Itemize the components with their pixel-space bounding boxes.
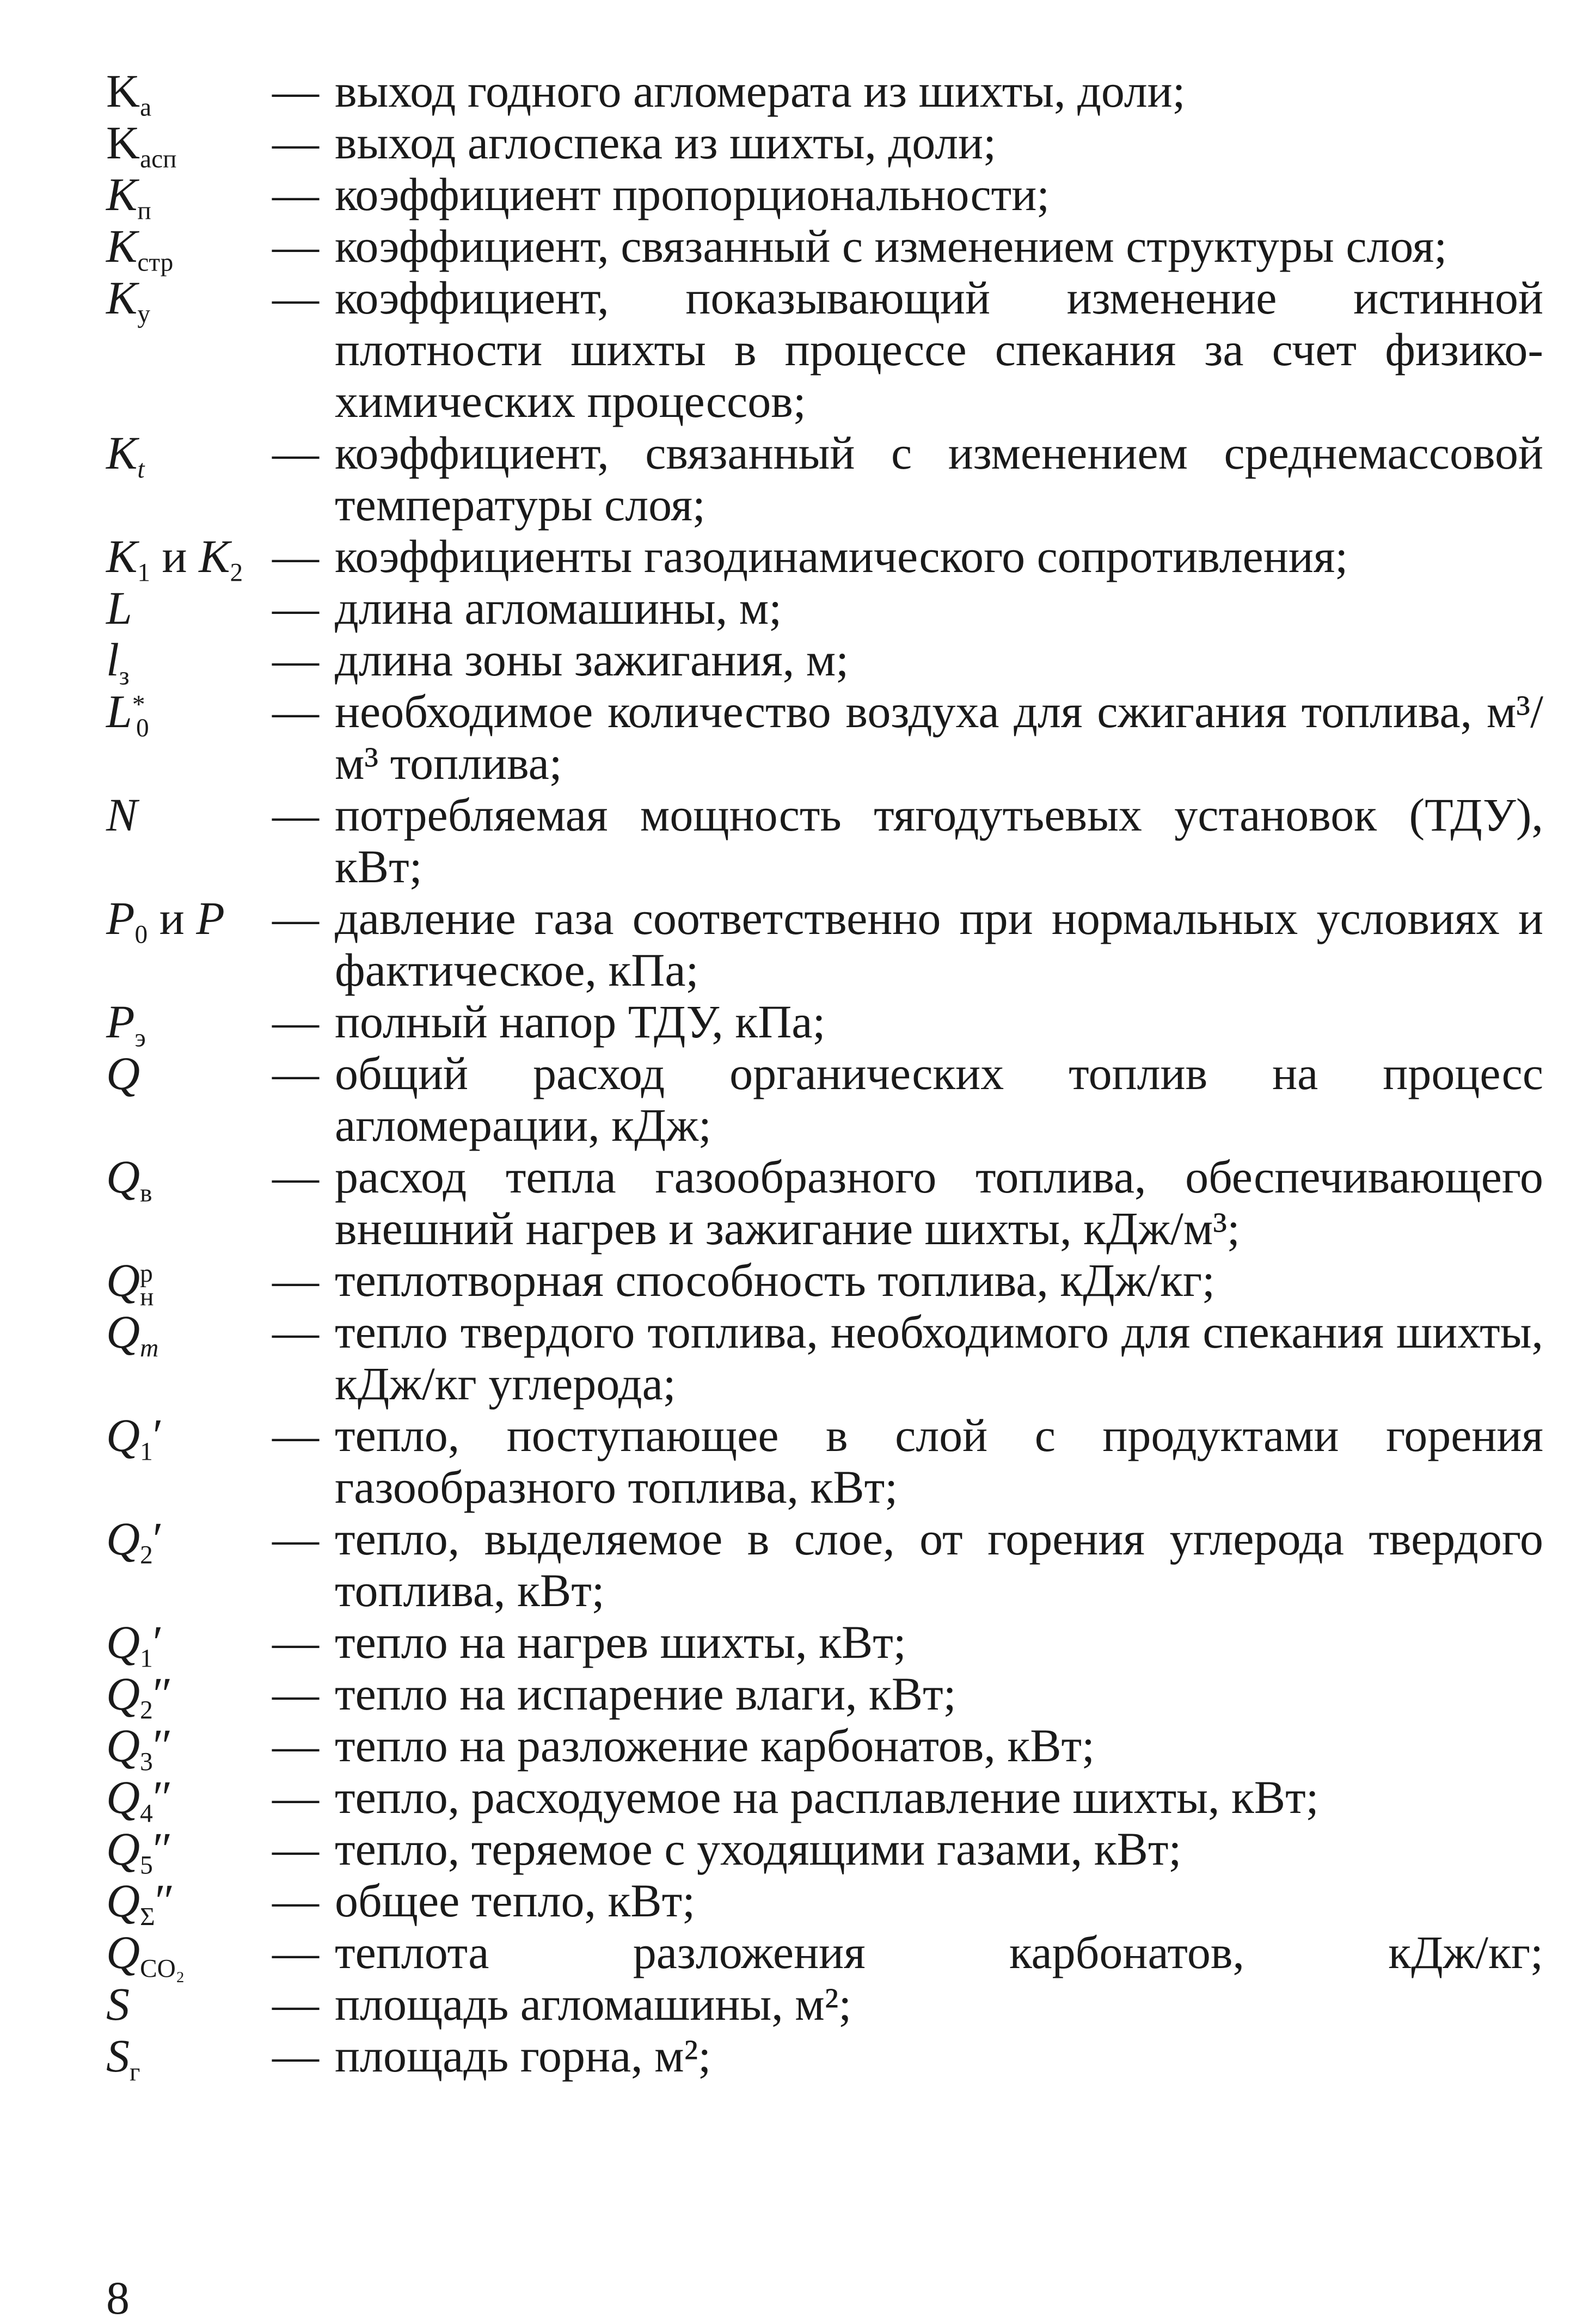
symbol-subscript: 5 [140,1851,153,1880]
symbol-letter: K [106,272,138,324]
symbol-letter: K [106,116,140,169]
symbol [106,530,272,587]
list-item [106,789,1543,893]
symbol [106,1254,272,1311]
symbol-subscript: стр [137,248,174,277]
symbol-letter: Q [106,1823,140,1875]
list-item [106,995,1543,1053]
symbol-superscript: р [140,1259,153,1288]
symbol [106,1771,272,1828]
definition-text: тепло, теряемое с уходящими газами, кВт; [335,1823,1182,1875]
symbol-subscript-2: 2 [230,558,243,587]
list-item [106,1978,1543,2030]
dash: — [272,2030,319,2082]
definition-text: общее тепло, кВт; [335,1874,696,1927]
list-item [106,1410,1543,1513]
definition-text: коэффициент, показывающий изменение истинной плотности шихты в процессе спекания за счет физико-химических процессов; [335,272,1543,427]
symbol [106,2030,272,2087]
list-item [106,1151,1543,1255]
definition-text: давление газа соответственно при нормальных условиях и фактическое, кПа; [335,892,1543,996]
symbol [106,116,272,174]
symbol-letter: K [106,220,138,272]
symbol-subscript: Σ [140,1903,155,1932]
symbol-subscript: а [140,93,152,122]
symbol-letter: Q [106,1771,140,1823]
list-item [106,1306,1543,1410]
symbol-list [106,65,1543,2087]
symbol [106,789,272,893]
symbol-letter: Q [106,1926,140,1978]
symbol-letter: P [106,892,135,944]
list-item [106,530,1543,587]
symbol [106,1926,272,1983]
symbol-letter: P [106,995,135,1048]
dash: — [272,116,319,169]
definition-text: тепло на испарение влаги, кВт; [335,1668,956,1720]
dash: — [272,1151,319,1203]
symbol-subscript: 2 [140,1541,153,1570]
definition-text: коэффициент, связанный с изменением среднемассовой температуры слоя; [335,427,1543,531]
definition-text: тепло на нагрев шихты, кВт; [335,1616,906,1668]
definition-text: площадь агломашины, м²; [335,1978,852,2030]
dash: — [272,789,319,841]
definition-text: коэффициент, связанный с изменением структуры слоя; [335,220,1447,272]
symbol-letter: Q [106,1719,140,1772]
list-item [106,686,1543,789]
dash: — [272,685,319,737]
definition-text: необходимое количество воздуха для сжигания топлива, м³/м³ топлива; [335,685,1543,789]
list-item [106,65,1543,122]
symbol [106,1668,272,1725]
dash: — [272,1306,319,1358]
symbol-subscript: асп [140,145,177,174]
symbol-letter: K [106,65,140,117]
symbol-prime: ″ [152,1823,173,1875]
list-item [106,1616,1543,1673]
list-item [106,1668,1543,1725]
definition-text: теплотворная способность топлива, кДж/кг; [335,1254,1216,1306]
symbol [106,272,272,427]
dash: — [272,1926,319,1978]
definition-text: расход тепла газообразного топлива, обеспечивающего внешний нагрев и зажигание шихты, кДж/м³; [335,1151,1543,1255]
symbol-letter: Q [106,1306,140,1358]
symbol [106,1513,272,1616]
definition-text: коэффициент пропорциональности; [335,168,1050,220]
symbol [106,1410,272,1513]
page-number: 8 [106,2272,130,2324]
symbol-prime: ′ [152,1616,163,1668]
symbol-letter: Q [106,1151,140,1203]
list-item [106,272,1543,427]
symbol-prime: ″ [152,1771,173,1823]
symbol-letter: Q [106,1616,140,1668]
dash: — [272,1409,319,1461]
dash: — [272,65,319,117]
symbol [106,1616,272,1673]
list-item [106,1874,1543,1932]
definition-text: коэффициенты газодинамического сопротивления; [335,530,1348,582]
symbol-prime: ′ [152,1513,163,1565]
symbol [106,1151,272,1255]
symbol-subscript: t [137,455,145,484]
symbol-letter: Q [106,1254,140,1306]
dash: — [272,427,319,479]
symbol-subscript: п [137,196,151,225]
dash: — [272,1719,319,1772]
dash: — [272,272,319,324]
symbol-letter: K [106,168,138,220]
symbol-subscript: у [137,300,151,329]
symbol [106,1306,272,1410]
definition-text: тепло, поступающее в слой с продуктами горения газообразного топлива, кВт; [335,1409,1543,1513]
definition-text: тепло, расходуемое на расплавление шихты, кВт; [335,1771,1319,1823]
symbol [106,65,272,122]
definition-text: площадь горна, м²; [335,2030,711,2082]
dash: — [272,1771,319,1823]
symbol-subscript: в [140,1179,152,1208]
list-item [106,1254,1543,1311]
symbol-prime: ″ [152,1719,173,1772]
symbol [106,893,272,996]
definition-text: длина агломашины, м; [335,582,782,634]
list-item [106,893,1543,996]
symbol [106,582,272,634]
dash: — [272,1616,319,1668]
list-item [106,1926,1543,1983]
symbol-subscript: 3 [140,1748,153,1776]
symbol-letter: Q [106,1668,140,1720]
dash: — [272,1668,319,1720]
dash: — [272,530,319,582]
dash: — [272,634,319,686]
symbol [106,1874,272,1932]
symbol [106,634,272,691]
list-item [106,1513,1543,1616]
symbol-letter-2: P [196,892,225,944]
symbol-prime: ″ [155,1874,175,1927]
symbol-superscript: * [132,691,145,719]
symbol [106,168,272,225]
list-item [106,427,1543,531]
dash: — [272,1874,319,1927]
symbol-letter: Q [106,1513,140,1565]
list-item [106,1719,1543,1776]
symbol-prime: ″ [152,1668,173,1720]
symbol [106,995,272,1053]
symbol-prime: ′ [152,1409,163,1461]
list-item [106,582,1543,634]
symbol [106,1823,272,1880]
symbol-letter: L [106,582,132,634]
list-item [106,634,1543,691]
definition-text: общий расход органических топлив на процесс агломерации, кДж; [335,1047,1543,1151]
definition-text: тепло, выделяемое в слое, от горения углерода твердого топлива, кВт; [335,1513,1543,1616]
list-item [106,2030,1543,2087]
symbol-letter: S [106,2030,130,2082]
symbol-subscript: 1 [137,558,151,587]
symbol-conjunction: и [148,892,197,944]
symbol-subscript: CO₂ [140,1954,185,1983]
list-item [106,1771,1543,1828]
list-item [106,116,1543,174]
definition-text: полный напор ТДУ, кПа; [335,995,826,1048]
symbol-subscript: э [134,1024,146,1053]
symbol-subscript: 0 [136,714,149,742]
dash: — [272,220,319,272]
dash: — [272,1254,319,1306]
symbol-subscript: н [140,1282,154,1311]
list-item [106,1823,1543,1880]
symbol-subscript: 1 [140,1644,153,1673]
symbol-letter: K [106,427,138,479]
symbol-letter: L [106,685,132,737]
symbol-subscript: 1 [140,1437,153,1466]
symbol-subscript: з [119,662,130,691]
definition-text: теплота разложения карбонатов, кДж/кг; [335,1926,1543,1978]
symbol-letter: S [106,1978,130,2030]
list-item [106,1048,1543,1151]
definition-text: потребляемая мощность тягодутьевых установок (ТДУ), кВт; [335,789,1543,893]
symbol-subscript: 2 [140,1696,153,1725]
symbol-letter: Q [106,1047,140,1099]
symbol-subscript: 4 [140,1799,153,1828]
definition-text: тепло твердого топлива, необходимого для спекания шихты, кДж/кг углерода; [335,1306,1543,1410]
symbol-letter: K [106,530,138,582]
symbol-conjunction: и [150,530,199,582]
dash: — [272,1978,319,2030]
symbol [106,220,272,277]
symbol-letter-2: K [199,530,230,582]
symbol-subscript: m [140,1334,159,1363]
symbol [106,1048,272,1151]
symbol [106,1719,272,1776]
symbol-subscript: 0 [134,920,148,949]
definition-text: тепло на разложение карбонатов, кВт; [335,1719,1095,1772]
dash: — [272,995,319,1048]
dash: — [272,1513,319,1565]
dash: — [272,1823,319,1875]
list-item [106,168,1543,225]
definition-text: выход аглоспека из шихты, доли; [335,116,996,169]
symbol [106,427,272,531]
list-item [106,220,1543,277]
symbol-letter: Q [106,1874,140,1927]
dash: — [272,582,319,634]
definition-text: выход годного агломерата из шихты, доли; [335,65,1186,117]
symbol-subscript: г [130,2058,140,2087]
dash: — [272,892,319,944]
definition-text: длина зоны зажигания, м; [335,634,849,686]
symbol-letter: Q [106,1409,140,1461]
symbol-letter: N [106,789,138,841]
dash: — [272,1047,319,1099]
symbol [106,686,272,789]
dash: — [272,168,319,220]
symbol [106,1978,272,2030]
symbol-letter: l [106,634,119,686]
